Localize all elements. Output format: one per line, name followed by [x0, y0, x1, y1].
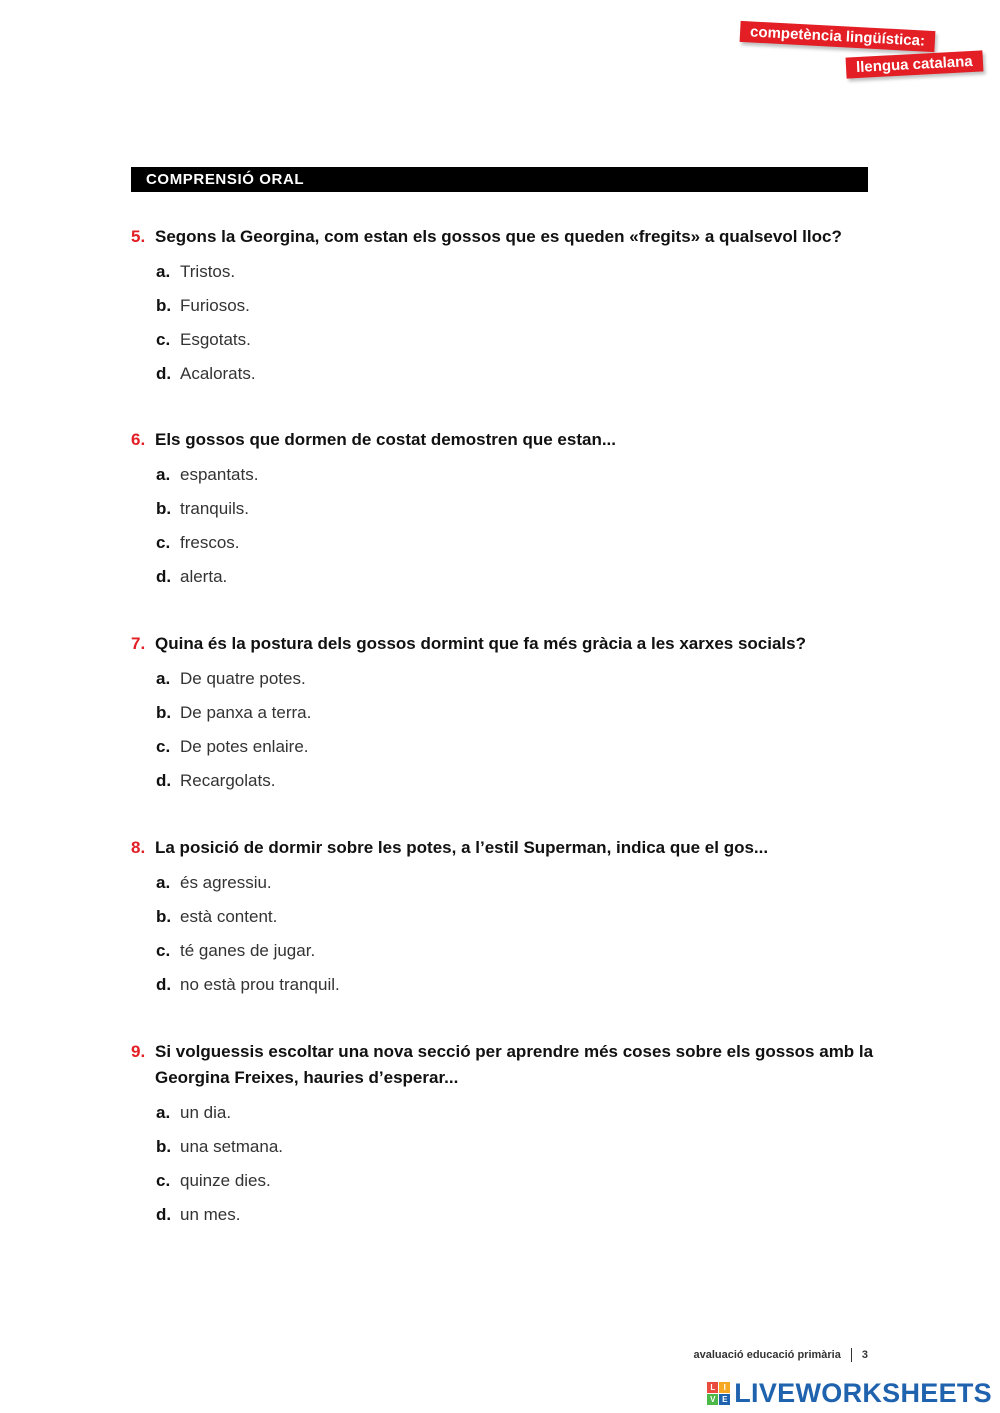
- question-text: Segons la Georgina, com estan els gossos que es queden «fregits» a qualsevol lloc?: [155, 227, 842, 246]
- footer-label: avaluació educació primària: [693, 1349, 841, 1361]
- logo-tile: L: [707, 1382, 718, 1393]
- option-letter: d.: [156, 567, 172, 586]
- option-text: no està prou tranquil.: [180, 975, 340, 994]
- question-text: Els gossos que dormen de costat demostren que estan...: [155, 430, 617, 449]
- page-number: 3: [861, 1349, 868, 1361]
- logo-tile: V: [707, 1394, 718, 1405]
- option-text: Tristos.: [180, 262, 236, 281]
- section-title: COMPRENSIÓ ORAL: [131, 167, 868, 192]
- liveworksheets-brand: [707, 1378, 992, 1409]
- option-letter: d.: [156, 771, 172, 790]
- question-heading: [131, 631, 876, 657]
- option-text: Acalorats.: [180, 364, 256, 383]
- question-1: [131, 427, 876, 599]
- liveworksheets-logo-icon: [707, 1382, 730, 1405]
- option-text: té ganes de jugar.: [180, 941, 316, 960]
- option-letter: b.: [156, 296, 172, 315]
- answer-option[interactable]: [156, 463, 876, 497]
- answer-option[interactable]: [156, 362, 876, 396]
- option-text: De potes enlaire.: [180, 737, 309, 756]
- option-letter: d.: [156, 975, 172, 994]
- option-text: De panxa a terra.: [180, 703, 312, 722]
- answer-options: [156, 1101, 876, 1237]
- answer-option[interactable]: [156, 701, 876, 735]
- liveworksheets-wordmark: LIVEWORKSHEETS: [734, 1378, 992, 1408]
- option-text: espantats.: [180, 465, 259, 484]
- answer-option[interactable]: [156, 1203, 876, 1237]
- option-letter: c.: [156, 737, 171, 756]
- option-letter: d.: [156, 364, 172, 383]
- question-number: 5.: [131, 227, 146, 246]
- option-text: és agressiu.: [180, 873, 272, 892]
- option-letter: a.: [156, 669, 171, 688]
- answer-option[interactable]: [156, 939, 876, 973]
- subject-tag-line2: llengua catalana: [846, 50, 984, 78]
- answer-option[interactable]: [156, 531, 876, 565]
- answer-option[interactable]: [156, 497, 876, 531]
- option-letter: c.: [156, 1171, 171, 1190]
- answer-option[interactable]: [156, 871, 876, 905]
- question-text: Si volguessis escoltar una nova secció per aprendre més coses sobre els gossos amb la Georgina Freixes, hauries d’esperar...: [155, 1042, 874, 1087]
- answer-options: [156, 871, 876, 1007]
- answer-option[interactable]: [156, 667, 876, 701]
- option-letter: b.: [156, 703, 172, 722]
- option-text: frescos.: [180, 533, 240, 552]
- question-2: [131, 631, 876, 803]
- option-letter: c.: [156, 330, 171, 349]
- logo-tile: I: [719, 1382, 730, 1393]
- page-footer: [694, 1348, 868, 1362]
- option-letter: a.: [156, 465, 171, 484]
- answer-option[interactable]: [156, 735, 876, 769]
- subject-tag-line1: competència lingüística:: [740, 21, 936, 52]
- answer-option[interactable]: [156, 973, 876, 1007]
- option-text: està content.: [180, 907, 278, 926]
- answer-option[interactable]: [156, 905, 876, 939]
- question-number: 9.: [131, 1042, 146, 1061]
- question-number: 8.: [131, 838, 146, 857]
- option-text: un mes.: [180, 1205, 241, 1224]
- answer-options: [156, 463, 876, 599]
- option-letter: a.: [156, 262, 171, 281]
- option-text: quinze dies.: [180, 1171, 271, 1190]
- answer-option[interactable]: [156, 1101, 876, 1135]
- option-letter: c.: [156, 941, 171, 960]
- answer-options: [156, 260, 876, 396]
- question-3: [131, 835, 876, 1007]
- question-number: 6.: [131, 430, 146, 449]
- question-0: [131, 224, 876, 396]
- option-letter: c.: [156, 533, 171, 552]
- answer-option[interactable]: [156, 769, 876, 803]
- question-4: [131, 1039, 876, 1237]
- question-text: Quina és la postura dels gossos dormint que fa més gràcia a les xarxes socials?: [155, 634, 806, 653]
- question-number: 7.: [131, 634, 146, 653]
- answer-option[interactable]: [156, 1135, 876, 1169]
- question-heading: [131, 427, 876, 453]
- option-text: una setmana.: [180, 1137, 284, 1156]
- question-heading: [131, 835, 876, 861]
- option-letter: a.: [156, 1103, 171, 1122]
- answer-option[interactable]: [156, 1169, 876, 1203]
- option-letter: b.: [156, 1137, 172, 1156]
- option-letter: b.: [156, 499, 172, 518]
- option-text: alerta.: [180, 567, 228, 586]
- option-text: tranquils.: [180, 499, 249, 518]
- answer-option[interactable]: [156, 260, 876, 294]
- option-text: De quatre potes.: [180, 669, 306, 688]
- option-letter: b.: [156, 907, 172, 926]
- question-heading: [131, 1039, 876, 1091]
- question-heading: [131, 224, 876, 250]
- option-text: Esgotats.: [180, 330, 251, 349]
- footer-divider: [851, 1348, 852, 1362]
- option-text: un dia.: [180, 1103, 232, 1122]
- logo-tile: E: [719, 1394, 730, 1405]
- answer-option[interactable]: [156, 328, 876, 362]
- answer-option[interactable]: [156, 565, 876, 599]
- question-text: La posició de dormir sobre les potes, a l’estil Superman, indica que el gos...: [155, 838, 769, 857]
- option-text: Recargolats.: [180, 771, 276, 790]
- answer-options: [156, 667, 876, 803]
- answer-option[interactable]: [156, 294, 876, 328]
- option-letter: a.: [156, 873, 171, 892]
- option-letter: d.: [156, 1205, 172, 1224]
- option-text: Furiosos.: [180, 296, 250, 315]
